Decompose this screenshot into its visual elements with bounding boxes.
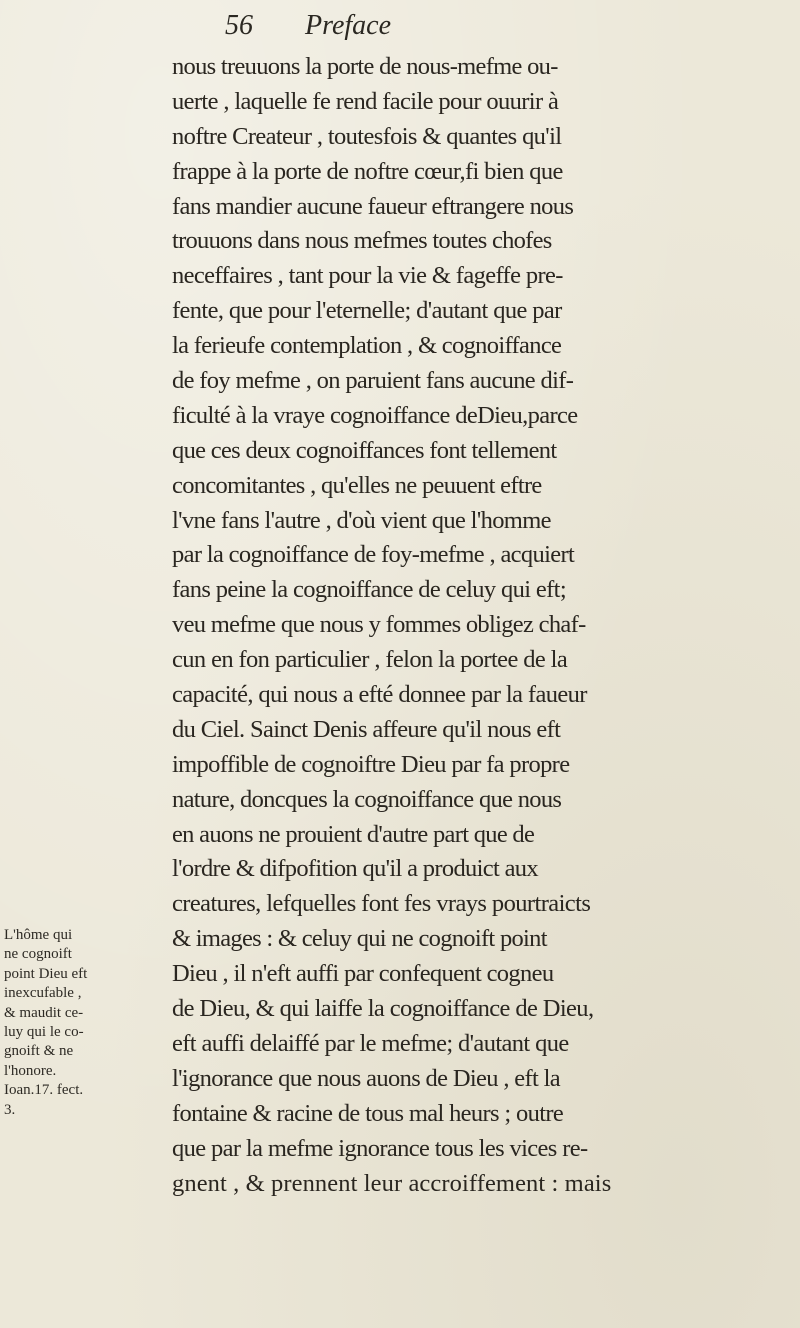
text-line: fans peine la cognoiffance de celuy qui eft; xyxy=(172,576,566,604)
margin-note-line: & maudit ce- xyxy=(4,1004,84,1021)
running-head xyxy=(225,10,645,50)
margin-note-line: ne cognoift xyxy=(4,946,72,963)
text-line: capacité, qui nous a efté donnee par la faueur xyxy=(172,681,587,709)
text-line: gnent , & prennent leur accroiffement : mais xyxy=(172,1169,612,1197)
margin-note-line: luy qui le co- xyxy=(4,1023,84,1040)
text-line: fontaine & racine de tous mal heurs ; outre xyxy=(172,1099,564,1127)
margin-note-line: 3. xyxy=(4,1101,16,1118)
text-line: de Dieu, & qui laiffe la cognoiffance de Dieu, xyxy=(172,995,594,1023)
text-line: veu mefme que nous y fommes obligez chaf- xyxy=(172,611,586,639)
text-line: du Ciel. Sainct Denis affeure qu'il nous eft xyxy=(172,715,561,743)
text-line: en auons ne prouient d'autre part que de xyxy=(172,820,535,848)
margin-note xyxy=(4,926,172,1120)
text-line: neceffaires , tant pour la vie & fageffe pre- xyxy=(172,262,563,290)
body-text xyxy=(172,50,800,1201)
text-line: la ferieufe contemplation , & cognoiffance xyxy=(172,332,562,360)
margin-note-line: gnoift & ne xyxy=(4,1043,74,1060)
text-line: par la cognoiffance de foy-mefme , acquiert xyxy=(172,541,575,569)
margin-note-line: point Dieu eft xyxy=(4,965,88,982)
text-line: concomitantes , qu'elles ne peuuent eftre xyxy=(172,471,542,499)
text-line: noftre Createur , toutesfois & quantes qu'il xyxy=(172,122,562,150)
text-line: nature, doncques la cognoiffance que nous xyxy=(172,785,562,813)
margin-note-line: L'hôme qui xyxy=(4,927,73,943)
text-line: eft auffi delaiffé par le mefme; d'autant que xyxy=(172,1029,569,1057)
running-title: Preface xyxy=(305,10,392,41)
text-line: cun en fon particulier , felon la portee de la xyxy=(172,646,568,674)
text-line: & images : & celuy qui ne cognoift point xyxy=(172,925,547,953)
text-line: trouuons dans nous mefmes toutes chofes xyxy=(172,227,552,255)
margin-note-line: l'honore. xyxy=(4,1062,57,1079)
text-line: que ces deux cognoiffances font tellement xyxy=(172,436,557,464)
text-line: ficulté à la vraye cognoiffance deDieu,parce xyxy=(172,401,578,429)
text-line: nous treuuons la porte de nous-mefme ou- xyxy=(172,53,558,80)
text-line: uerte , laquelle fe rend facile pour ouurir à xyxy=(172,87,559,115)
margin-note-line: Ioan.17. fect. xyxy=(4,1082,84,1099)
text-line: fans mandier aucune faueur eftrangere nous xyxy=(172,192,574,220)
text-line: frappe à la porte de noftre cœur,fi bien que xyxy=(172,157,563,185)
text-line: creatures, lefquelles font fes vrays pourtraicts xyxy=(172,890,591,918)
text-line: que par la mefme ignorance tous les vices re- xyxy=(172,1134,588,1162)
margin-note-line: inexcufable , xyxy=(4,985,82,1002)
text-line: l'ordre & difpofition qu'il a produict aux xyxy=(172,855,538,883)
text-line: impoffible de cognoiftre Dieu par fa propre xyxy=(172,750,570,778)
text-line: Dieu , il n'eft auffi par confequent cogneu xyxy=(172,960,554,988)
text-line: fente, que pour l'eternelle; d'autant que par xyxy=(172,297,562,325)
text-line: de foy mefme , on paruient fans aucune dif- xyxy=(172,367,574,395)
page-number: 56 xyxy=(225,10,253,41)
text-line: l'ignorance que nous auons de Dieu , eft la xyxy=(172,1064,561,1092)
text-line: l'vne fans l'autre , d'où vient que l'homme xyxy=(172,506,551,534)
